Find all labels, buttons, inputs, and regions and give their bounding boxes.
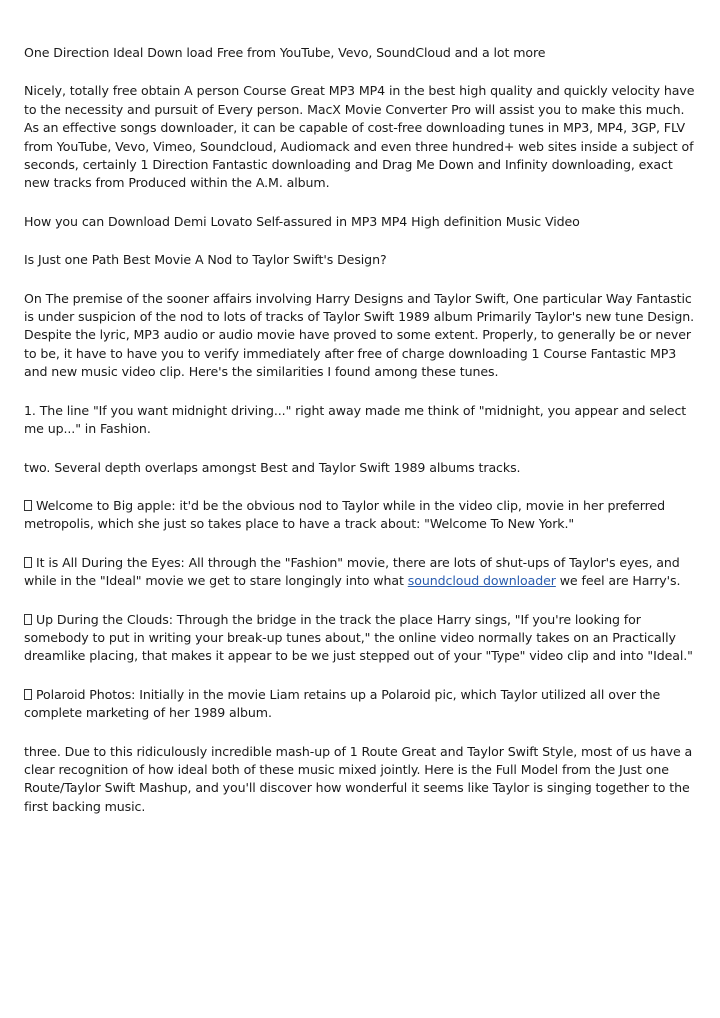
subheading-paragraph: How you can Download Demi Lovato Self-assured in MP3 MP4 High definition Music Video <box>24 213 580 229</box>
bullet-eyes-paragraph <box>24 554 700 591</box>
missing-glyph-box-icon <box>24 614 32 625</box>
bullet-eyes-text-before: It is All During the Eyes: All through the "Fashion" movie, there are lots of shut-ups of Taylor's eyes, and while in the "Ideal" movie we get to stare longingly into what <box>24 554 680 589</box>
bullet-welcome-text: Welcome to Big apple: it'd be the obvious nod to Taylor while in the video clip, movie in her preferred metropolis, which she just so takes place to have a track about: "Welcome To New York." <box>24 497 666 532</box>
bullet-polaroid-text: Polaroid Photos: Initially in the movie Liam retains up a Polaroid pic, which Taylor utilized all over the complete marketing of her 1989 album. <box>24 686 661 721</box>
bullet-polaroid-paragraph <box>24 686 700 723</box>
missing-glyph-box-icon <box>24 557 32 568</box>
point-three-paragraph: three. Due to this ridiculously incredible mash-up of 1 Route Great and Taylor Swift Style, most of us have a clear recognition of how ideal both of these music mixed jointly. Here is the Full Model from the Just one Route/Taylor Swift Mashup, and you'll discover how wonderful it seems like Taylor is singing together to the first backing music. <box>24 743 693 814</box>
soundcloud-downloader-link[interactable]: soundcloud downloader <box>407 573 556 589</box>
bullet-welcome-paragraph <box>24 497 700 534</box>
point-two-paragraph: two. Several depth overlaps amongst Best and Taylor Swift 1989 albums tracks. <box>24 459 521 475</box>
question-paragraph: Is Just one Path Best Movie A Nod to Taylor Swift's Design? <box>24 252 387 268</box>
missing-glyph-box-icon <box>24 500 32 511</box>
point-one-paragraph: 1. The line "If you want midnight driving..." right away made me think of "midnight, you appear and select me up..." in Fashion. <box>24 402 687 437</box>
bullet-eyes-text-after: we feel are Harry's. <box>555 573 681 589</box>
bullet-clouds-text: Up During the Clouds: Through the bridge in the track the place Harry sings, "If you're looking for somebody to put in writing your break-up tunes about," the online video normally takes on an Practically dreamlike placing, that makes it appear to be we just stepped out of your "Type" video clip and into "Ideal." <box>24 611 693 664</box>
premise-paragraph: On The premise of the sooner affairs involving Harry Designs and Taylor Swift, One particular Way Fantastic is under suspicion of the nod to lots of tracks of Taylor Swift 1989 album Primarily Taylor's new tune Design. Despite the lyric, MP3 audio or audio movie have proved to some extent. Properly, to generally be or never to be, it have to have you to verify immediately after free of charge downloading 1 Course Fantastic MP3 and new music video clip. Here's the similarities I found among these tunes. <box>24 290 695 380</box>
intro-paragraph: Nicely, totally free obtain A person Course Great MP3 MP4 in the best high quality and quickly velocity have to the necessity and pursuit of Every person. MacX Movie Converter Pro will assist you to make this much. As an effective songs downloader, it can be capable of cost-free downloading tunes in MP3, MP4, 3GP, FLV from YouTube, Vevo, Vimeo, Soundcloud, Audiomack and even three hundred+ web sites inside a subject of seconds, certainly 1 Direction Fantastic downloading and Drag Me Down and Infinity downloading, exact new tracks from Produced within the A.M. album. <box>24 83 695 191</box>
bullet-clouds-paragraph <box>24 611 700 666</box>
document-body <box>24 44 700 836</box>
heading-paragraph: One Direction Ideal Down load Free from YouTube, Vevo, SoundCloud and a lot more <box>24 45 546 60</box>
missing-glyph-box-icon <box>24 689 32 700</box>
